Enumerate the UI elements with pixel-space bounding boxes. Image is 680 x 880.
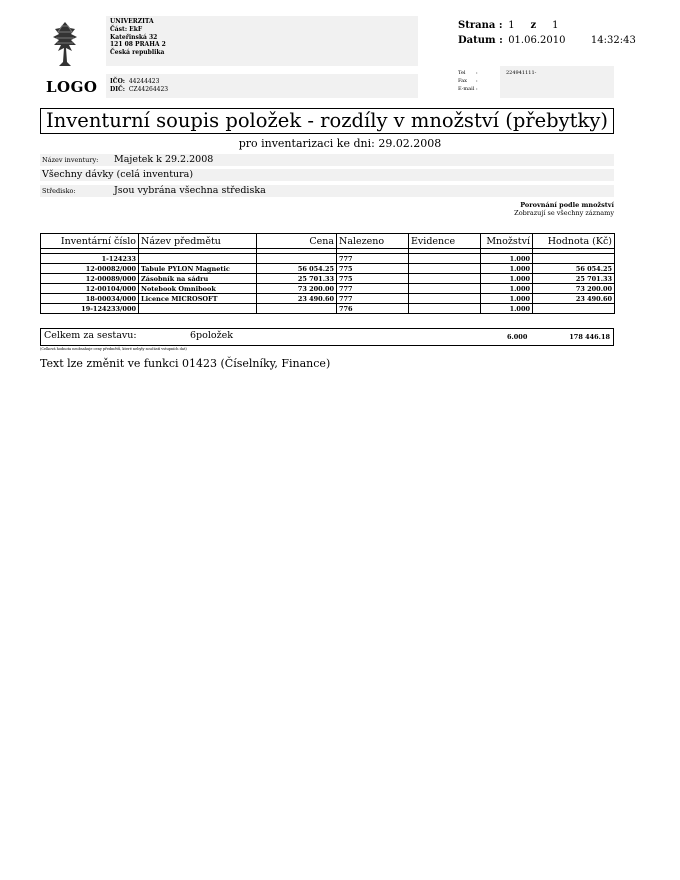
email-label: E-mail :: [458, 86, 478, 92]
org-line: Část: EkF: [110, 25, 143, 33]
value-cell: [533, 304, 615, 314]
dic-label: DIČ:: [110, 86, 125, 93]
price-cell: [257, 304, 337, 314]
inventory-name-value: Majetek k 29.2.2008: [114, 154, 214, 165]
price-cell: 73 200.00: [257, 284, 337, 294]
page-total: 1: [552, 20, 559, 31]
comparison-info: [514, 201, 614, 217]
date-value: 01.06.2010: [508, 35, 566, 46]
value-cell: 73 200.00: [533, 284, 615, 294]
evidence-cell: [409, 294, 481, 304]
item-name-cell: [139, 254, 257, 264]
org-line: 121 08 PRAHA 2: [110, 41, 166, 49]
evidence-cell: [409, 254, 481, 264]
inventory-number-cell: 12-00104/000: [41, 284, 139, 294]
item-name-cell: Zásobník na sádru: [139, 274, 257, 284]
value-cell: 23 490.60: [533, 294, 615, 304]
report-subtitle: pro inventarizaci ke dni: 29.02.2008: [238, 137, 442, 150]
tel-sep: :: [476, 70, 478, 76]
org-line: Česká republika: [110, 49, 165, 57]
center-label: Středisko:: [42, 187, 76, 195]
company-ids: [110, 78, 168, 94]
page-label: Strana :: [458, 20, 503, 31]
table-row: [41, 284, 615, 294]
col-header-found: Nalezeno: [337, 234, 409, 249]
table-row: [41, 264, 615, 274]
col-header-quantity: Množství: [481, 234, 533, 249]
item-name-cell: Tabule PYLON Magnetic: [139, 264, 257, 274]
logo-tree-icon: [50, 18, 80, 70]
inventory-table: [40, 233, 615, 314]
quantity-cell: 1.000: [481, 304, 533, 314]
org-line: Kateřinská 32: [110, 33, 158, 41]
fax-label: Fax: [458, 78, 467, 84]
inventory-name-row: [40, 154, 614, 166]
found-cell: 777: [337, 284, 409, 294]
value-cell: 25 701.33: [533, 274, 615, 284]
quantity-cell: 1.000: [481, 254, 533, 264]
total-label: Celkem za sestavu:: [44, 330, 137, 341]
time-value: 14:32:43: [590, 35, 636, 46]
tel-label: Tel: [458, 70, 466, 76]
quantity-cell: 1.000: [481, 294, 533, 304]
table-row: [41, 294, 615, 304]
col-header-evidence: Evidence: [409, 234, 481, 249]
page-current: 1: [508, 20, 515, 31]
table-row: [41, 274, 615, 284]
table-header-row: [41, 234, 615, 249]
price-cell: 23 490.60: [257, 294, 337, 304]
found-cell: 777: [337, 294, 409, 304]
evidence-cell: [409, 304, 481, 314]
value-cell: 56 054.25: [533, 264, 615, 274]
quantity-cell: 1.000: [481, 264, 533, 274]
total-value: 178 446.18: [569, 333, 610, 341]
table-body: [41, 249, 615, 314]
tel-value: 224941111-: [506, 70, 537, 76]
item-name-cell: [139, 304, 257, 314]
quantity-cell: 1.000: [481, 274, 533, 284]
total-quantity: 6.000: [507, 333, 528, 341]
inventory-name-label: Název inventury:: [42, 156, 99, 164]
batches-value: Všechny dávky (celá inventura): [42, 169, 194, 180]
batches-row: [40, 169, 614, 181]
item-name-cell: Notebook Omnibook: [139, 284, 257, 294]
comparison-mode: Porovnání podle množství: [520, 201, 614, 209]
inventory-number-cell: 12-00089/000: [41, 274, 139, 284]
price-cell: [257, 254, 337, 264]
org-line: UNIVERZITA: [110, 18, 154, 25]
found-cell: 775: [337, 274, 409, 284]
price-cell: 56 054.25: [257, 264, 337, 274]
page-separator: z: [530, 20, 537, 31]
col-header-item-name: Název předmětu: [139, 234, 257, 249]
table-row: [41, 304, 615, 314]
contact-info: [458, 69, 536, 93]
ico-value: 44244423: [128, 78, 160, 85]
found-cell: 775: [337, 264, 409, 274]
fax-sep: :: [476, 78, 478, 84]
center-row: [40, 185, 614, 197]
evidence-cell: [409, 284, 481, 294]
table-row: [41, 254, 615, 264]
found-cell: 777: [337, 254, 409, 264]
footer-text: Text lze změnit ve funkci 01423 (Číselníky, Finance): [40, 357, 331, 370]
comparison-filter: Zobrazují se všechny záznamy: [514, 209, 614, 217]
found-cell: 776: [337, 304, 409, 314]
total-count: 6položek: [190, 330, 233, 341]
col-header-inventory-number: Inventární číslo: [41, 234, 139, 249]
value-note: (Celková hodnota neobsahuje ceny předmětů, které nebyly součástí vstupních dat): [40, 347, 187, 351]
evidence-cell: [409, 264, 481, 274]
quantity-cell: 1.000: [481, 284, 533, 294]
total-row: [40, 328, 614, 346]
price-cell: 25 701.33: [257, 274, 337, 284]
logo-text: LOGO: [46, 78, 98, 96]
date-label: Datum :: [458, 35, 503, 46]
item-name-cell: Licence MICROSOFT: [139, 294, 257, 304]
report-title: Inventurní soupis položek - rozdíly v množství (přebytky): [40, 108, 614, 134]
evidence-cell: [409, 274, 481, 284]
inventory-number-cell: 1-124233: [41, 254, 139, 264]
center-value: Jsou vybrána všechna střediska: [114, 185, 266, 196]
inventory-number-cell: 18-00034/000: [41, 294, 139, 304]
col-header-price: Cena: [257, 234, 337, 249]
ico-label: IČO:: [110, 78, 126, 85]
inventory-number-cell: 12-00082/000: [41, 264, 139, 274]
page-info: [458, 18, 636, 48]
inventory-number-cell: 19-124233/000: [41, 304, 139, 314]
dic-value: CZ44264423: [128, 86, 169, 93]
org-address: [110, 18, 166, 57]
value-cell: [533, 254, 615, 264]
col-header-value: Hodnota (Kč): [533, 234, 615, 249]
